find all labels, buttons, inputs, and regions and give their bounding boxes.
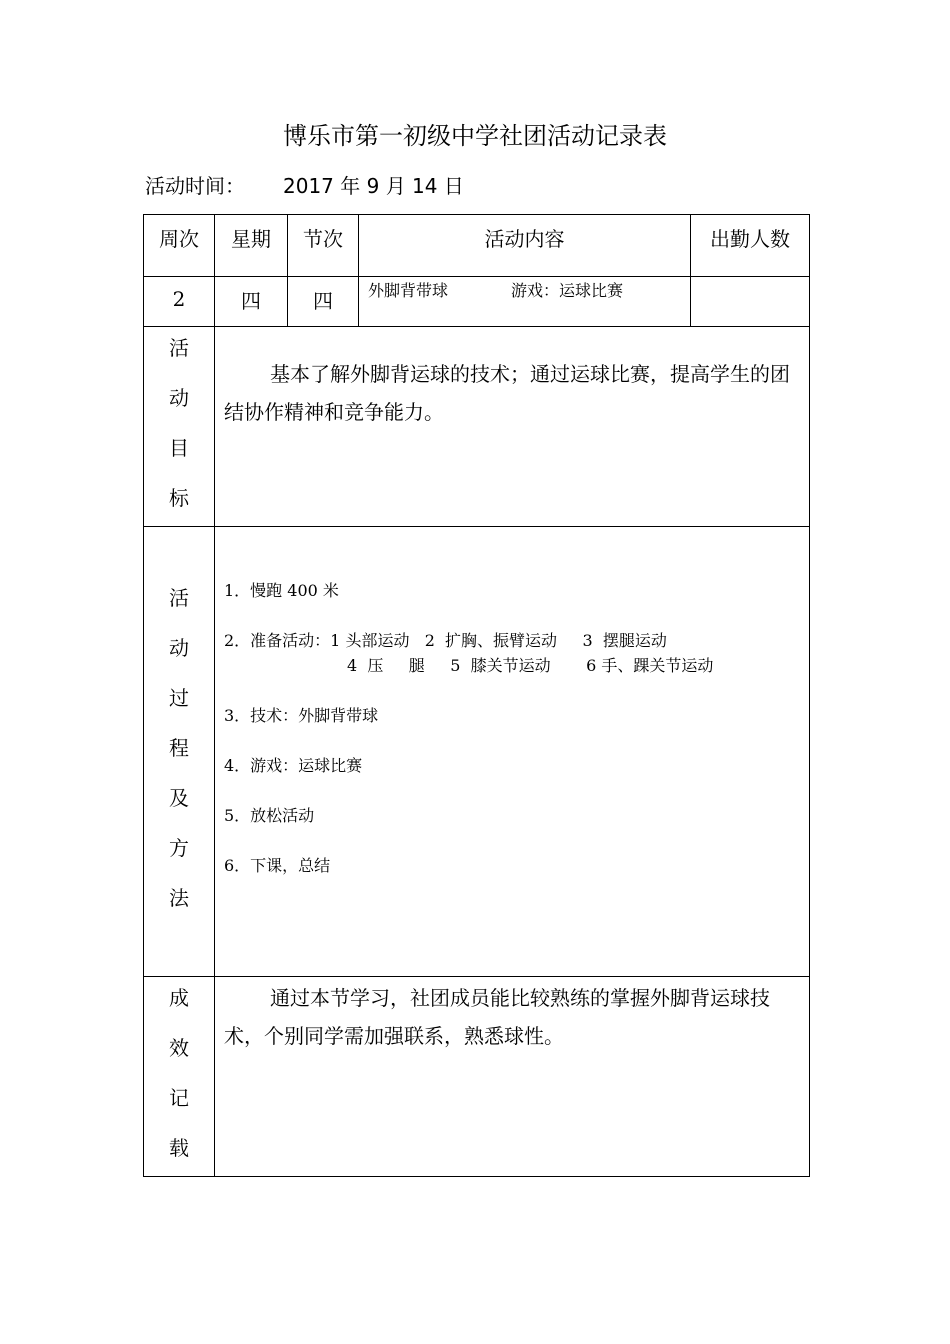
row-period: 四 [313, 288, 333, 313]
table-border-bottom [143, 1176, 810, 1177]
result-label-char: 记 [169, 1086, 189, 1110]
process-label-char: 方 [169, 836, 189, 860]
process-step: 4．游戏：运球比赛 [224, 756, 363, 775]
process-label-char: 活 [169, 586, 189, 610]
process-step: 6．下课，总结 [224, 856, 331, 875]
header-attendance: 出勤人数 [710, 226, 790, 251]
table-border-right [809, 214, 810, 1177]
header-content: 活动内容 [484, 226, 565, 251]
row-weekday: 四 [241, 288, 261, 313]
date-value: 2017 年 9 月 14 日 [283, 174, 464, 198]
table-rule [143, 326, 810, 327]
result-text: 通过本节学习，社团成员能比较熟练的掌握外脚背运球技术，个别同学需加强联系，熟悉球性。 [224, 986, 770, 1048]
goal-label-char: 活 [169, 336, 189, 360]
process-label-char: 及 [169, 786, 189, 810]
process-step: 5．放松活动 [224, 806, 315, 825]
process-step: 2．准备活动：1 头部运动 2 扩胸、振臂运动 3 摆腿运动 [224, 631, 667, 650]
row-attendance [691, 277, 809, 321]
result-label-char: 载 [169, 1136, 189, 1160]
goal-label-char: 标 [169, 486, 189, 510]
process-label-char: 过 [169, 686, 189, 710]
header-weekday: 星期 [231, 226, 271, 251]
header-period: 节次 [303, 226, 343, 251]
document-title: 博乐市第一初级中学社团活动记录表 [283, 122, 667, 150]
result-label-char: 成 [169, 986, 189, 1010]
process-step: 3．技术：外脚背带球 [224, 706, 379, 725]
table-rule [143, 976, 810, 977]
goal-text: 基本了解外脚背运球的技术；通过运球比赛，提高学生的团结协作精神和竞争能力。 [224, 362, 790, 424]
table-rule [214, 214, 215, 1177]
process-step: 1．慢跑 400 米 [224, 581, 339, 600]
process-label-char: 程 [169, 736, 189, 760]
row-content-game: 游戏：运球比赛 [511, 281, 624, 300]
process-label-char: 动 [169, 636, 189, 660]
goal-label [144, 323, 214, 523]
table-rule [143, 526, 810, 527]
process-step: 4 压 腿 5 膝关节运动 6 手、踝关节运动 [347, 656, 714, 675]
goal-label-char: 动 [169, 386, 189, 410]
date-label: 活动时间： [145, 174, 245, 198]
row-week: 2 [172, 287, 186, 311]
row-content-skill: 外脚背带球 [368, 281, 449, 300]
process-label [144, 573, 214, 923]
goal-label-char: 目 [169, 436, 189, 460]
result-label-char: 效 [169, 1036, 189, 1060]
header-week: 周次 [159, 226, 199, 251]
process-label-char: 法 [169, 886, 189, 910]
result-label [144, 973, 214, 1173]
